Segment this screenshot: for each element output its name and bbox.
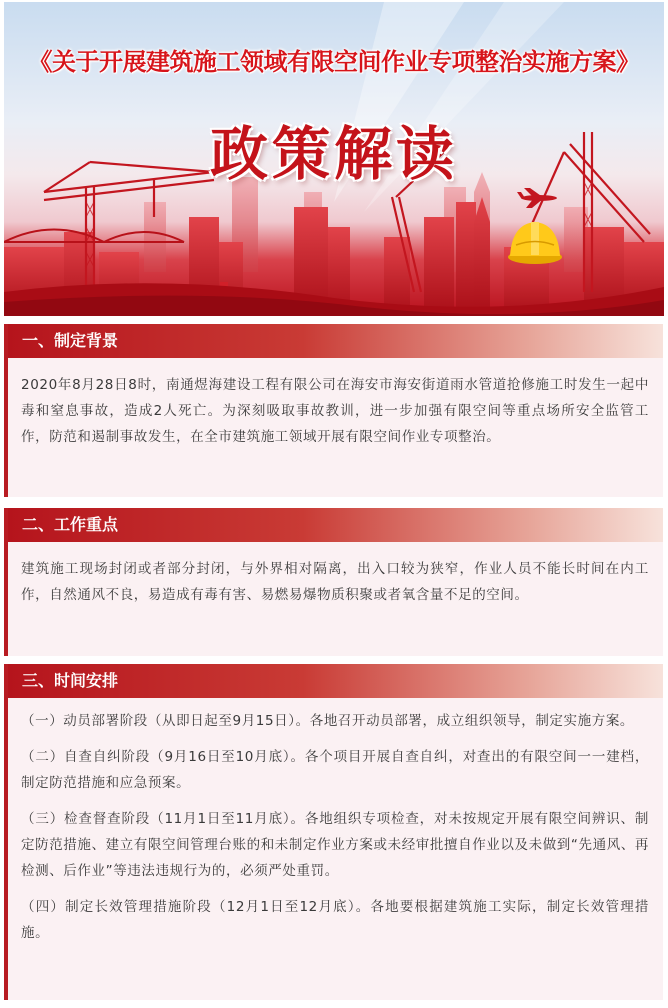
section-schedule xyxy=(4,664,663,1000)
paragraph-phase-3: （三）检查督查阶段（11月1日至11月底）。各地组织专项检查，对未按规定开展有限空间辨识、制定防范措施、建立有限空间管理台账的和未制定作业方案或未经审批擅自作业以及未做到“先通风、再检测、后作业”等违法违规行为的，必须严处重罚。 xyxy=(21,811,649,879)
section-body xyxy=(8,698,663,946)
banner-title: 《关于开展建筑施工领域有限空间作业专项整治实施方案》 xyxy=(28,48,640,76)
section-heading: 三、时间安排 xyxy=(8,664,663,698)
banner-subtitle: 政策解读 xyxy=(209,120,458,188)
paragraph: 建筑施工现场封闭或者部分封闭，与外界相对隔离，出入口较为狭窄，作业人员不能长时间在内工作，自然通风不良，易造成有毒有害、易燃易爆物质积聚或者氧含量不足的空间。 xyxy=(21,561,649,603)
section-body xyxy=(8,542,663,608)
airplane-icon xyxy=(517,188,557,208)
policy-banner xyxy=(4,2,664,316)
paragraph-phase-2: （二）自查自纠阶段（9月16日至10月底）。各个项目开展自查自纠，对查出的有限空间一一建档，制定防范措施和应急预案。 xyxy=(21,749,649,791)
paragraph-phase-1: （一）动员部署阶段（从即日起至9月15日）。各地召开动员部署，成立组织领导，制定实施方案。 xyxy=(21,713,635,729)
section-work-focus xyxy=(4,508,663,656)
section-heading: 一、制定背景 xyxy=(8,324,663,358)
paragraph-phase-4: （四）制定长效管理措施阶段（12月1日至12月底）。各地要根据建筑施工实际，制定长效管理措施。 xyxy=(21,899,649,941)
hard-hat-icon xyxy=(508,222,562,264)
section-body xyxy=(8,358,663,450)
section-heading: 二、工作重点 xyxy=(8,508,663,542)
paragraph: 2020年8月28日8时，南通煜海建设工程有限公司在海安市海安街道雨水管道抢修施工时发生一起中毒和窒息事故，造成2人死亡。为深刻吸取事故教训，进一步加强有限空间等重点场所安全监管工作，防范和遏制事故发生，在全市建筑施工领域开展有限空间作业专项整治。 xyxy=(21,377,649,445)
section-background xyxy=(4,324,663,497)
